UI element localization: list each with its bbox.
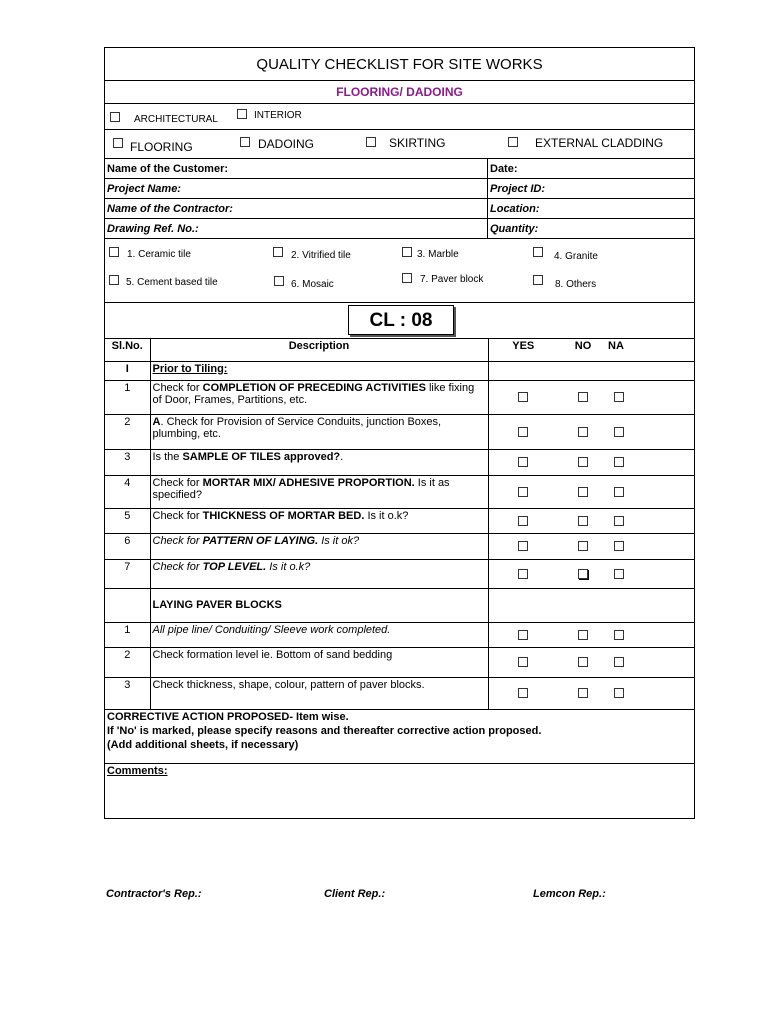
interior-checkbox[interactable] <box>237 109 247 119</box>
page-subtitle: FLOORING/ DADOING <box>105 81 694 104</box>
row-description: All pipe line/ Conduiting/ Sleeve work completed. <box>150 622 488 647</box>
architectural-label: ARCHITECTURAL <box>134 114 218 125</box>
checklist-sheet <box>104 47 695 819</box>
architectural-checkbox[interactable] <box>110 112 120 122</box>
na-checkbox[interactable] <box>614 392 624 402</box>
section-row <box>105 361 694 380</box>
yes-checkbox[interactable] <box>518 688 528 698</box>
skirting-checkbox[interactable] <box>366 137 376 147</box>
mosaic-checkbox[interactable] <box>274 276 284 286</box>
dadoing-label: DADOING <box>258 137 315 151</box>
row-description: Check for MORTAR MIX/ ADHESIVE PROPORTION. Is it as specified? <box>150 475 488 508</box>
row-description: Check thickness, shape, colour, pattern of paver blocks. <box>150 677 488 709</box>
table-row <box>105 508 694 533</box>
col-description: Description <box>150 339 488 361</box>
granite-checkbox[interactable] <box>533 247 543 257</box>
row-description: Check for TOP LEVEL. Is it o.k? <box>150 559 488 588</box>
interior-label: INTERIOR <box>254 110 302 121</box>
lemcon-rep-label: Lemcon Rep.: <box>533 888 606 900</box>
granite-label: 4. Granite <box>554 251 598 262</box>
row-number: 5 <box>105 508 150 533</box>
section-title: Prior to Tiling: <box>150 361 488 380</box>
date-label: Date: <box>490 163 518 175</box>
row-description: Check for PATTERN OF LAYING. Is it ok? <box>150 533 488 559</box>
table-row <box>105 647 694 677</box>
checklist-table-wrap <box>105 339 694 710</box>
no-checkbox[interactable] <box>578 657 588 667</box>
marble-label: 3. Marble <box>417 249 459 260</box>
customer-label: Name of the Customer: <box>105 159 488 178</box>
table-row <box>105 414 694 449</box>
table-row <box>105 475 694 508</box>
info-row-project <box>105 179 694 199</box>
table-row <box>105 533 694 559</box>
no-checkbox[interactable] <box>578 457 588 467</box>
row-number: 1 <box>105 622 150 647</box>
page-title: QUALITY CHECKLIST FOR SITE WORKS <box>105 48 694 81</box>
others-label: 8. Others <box>555 279 597 290</box>
yes-checkbox[interactable] <box>518 657 528 667</box>
skirting-label: SKIRTING <box>389 136 446 150</box>
info-row-drawing <box>105 219 694 239</box>
no-checkbox[interactable] <box>578 427 588 437</box>
no-checkbox[interactable] <box>578 630 588 640</box>
row-description: Check formation level ie. Bottom of sand bedding <box>150 647 488 677</box>
row-description: Check for THICKNESS OF MORTAR BED. Is it o.k? <box>150 508 488 533</box>
info-row-customer <box>105 159 694 179</box>
paver-block-checkbox[interactable] <box>402 273 412 283</box>
na-checkbox[interactable] <box>614 427 624 437</box>
col-na: NA <box>608 339 694 361</box>
contractor-label: Name of the Contractor: <box>105 199 488 218</box>
corrective-line-3: (Add additional sheets, if necessary) <box>107 738 299 751</box>
no-checkbox[interactable] <box>578 487 588 497</box>
na-checkbox[interactable] <box>614 569 624 579</box>
row-number: 3 <box>105 449 150 475</box>
paver-block-label: 7. Paver block <box>420 274 484 285</box>
dadoing-checkbox[interactable] <box>240 137 250 147</box>
no-checkbox[interactable] <box>578 569 588 579</box>
na-checkbox[interactable] <box>614 541 624 551</box>
corrective-line-1: CORRECTIVE ACTION PROPOSED- Item wise. <box>107 710 349 723</box>
na-checkbox[interactable] <box>614 657 624 667</box>
na-checkbox[interactable] <box>614 630 624 640</box>
others-checkbox[interactable] <box>533 275 543 285</box>
comments-area[interactable] <box>105 764 694 818</box>
yes-checkbox[interactable] <box>518 569 528 579</box>
na-checkbox[interactable] <box>614 516 624 526</box>
drawing-label: Drawing Ref. No.: <box>105 219 488 238</box>
no-checkbox[interactable] <box>578 688 588 698</box>
table-row <box>105 380 694 414</box>
cl-row <box>105 303 694 339</box>
yes-checkbox[interactable] <box>518 541 528 551</box>
info-row-contractor <box>105 199 694 219</box>
location-label: Location: <box>490 203 540 215</box>
col-sl: Sl.No. <box>105 339 150 361</box>
row-number: 1 <box>105 380 150 414</box>
project-id-label: Project ID: <box>490 183 546 195</box>
table-row <box>105 622 694 647</box>
row-number: 2 <box>105 414 150 449</box>
row-description: A. Check for Provision of Service Conduits, junction Boxes, plumbing, etc. <box>150 414 488 449</box>
row-number: 2 <box>105 647 150 677</box>
flooring-label: FLOORING <box>130 140 193 154</box>
col-yes: YES <box>488 339 558 361</box>
cement-tile-checkbox[interactable] <box>109 275 119 285</box>
yes-checkbox[interactable] <box>518 392 528 402</box>
work-type-row-1 <box>105 104 694 130</box>
client-rep-label: Client Rep.: <box>324 888 386 900</box>
table-header <box>105 339 694 361</box>
marble-checkbox[interactable] <box>402 247 412 257</box>
tile-types <box>105 239 694 303</box>
no-checkbox[interactable] <box>578 516 588 526</box>
external-cladding-checkbox[interactable] <box>508 137 518 147</box>
row-number: 7 <box>105 559 150 588</box>
cl-number: CL : 08 <box>348 305 454 335</box>
project-name-label: Project Name: <box>105 179 488 198</box>
work-type-row-2 <box>105 130 694 159</box>
row-description: Is the SAMPLE OF TILES approved?. <box>150 449 488 475</box>
mosaic-label: 6. Mosaic <box>291 279 334 290</box>
ceramic-tile-label: 1. Ceramic tile <box>127 249 191 260</box>
section-title: LAYING PAVER BLOCKS <box>150 588 488 622</box>
na-checkbox[interactable] <box>614 457 624 467</box>
yes-checkbox[interactable] <box>518 630 528 640</box>
row-number: 3 <box>105 677 150 709</box>
na-checkbox[interactable] <box>614 487 624 497</box>
flooring-checkbox[interactable] <box>113 138 123 148</box>
cement-tile-label: 5. Cement based tile <box>126 277 218 288</box>
section-number: I <box>105 361 150 380</box>
no-checkbox[interactable] <box>578 541 588 551</box>
table-row <box>105 449 694 475</box>
row-description: Check for COMPLETION OF PRECEDING ACTIVITIES like fixing of Door, Frames, Partitions, etc. <box>150 380 488 414</box>
quantity-label: Quantity: <box>490 223 539 235</box>
no-checkbox[interactable] <box>578 392 588 402</box>
contractor-rep-label: Contractor's Rep.: <box>106 888 202 900</box>
comments-label: Comments: <box>107 764 168 777</box>
row-number: 6 <box>105 533 150 559</box>
section-row <box>105 588 694 622</box>
vitrified-tile-checkbox[interactable] <box>273 247 283 257</box>
table-row <box>105 559 694 588</box>
corrective-action <box>105 710 694 764</box>
yes-checkbox[interactable] <box>518 516 528 526</box>
corrective-line-2: If 'No' is marked, please specify reasons and thereafter corrective action proposed. <box>107 724 542 737</box>
vitrified-tile-label: 2. Vitrified tile <box>291 250 351 261</box>
yes-checkbox[interactable] <box>518 427 528 437</box>
external-cladding-label: EXTERNAL CLADDING <box>535 136 664 150</box>
yes-checkbox[interactable] <box>518 457 528 467</box>
ceramic-tile-checkbox[interactable] <box>109 247 119 257</box>
col-no: NO <box>558 339 608 361</box>
row-number: 4 <box>105 475 150 508</box>
table-row <box>105 677 694 709</box>
checklist-table <box>105 339 694 710</box>
na-checkbox[interactable] <box>614 688 624 698</box>
yes-checkbox[interactable] <box>518 487 528 497</box>
